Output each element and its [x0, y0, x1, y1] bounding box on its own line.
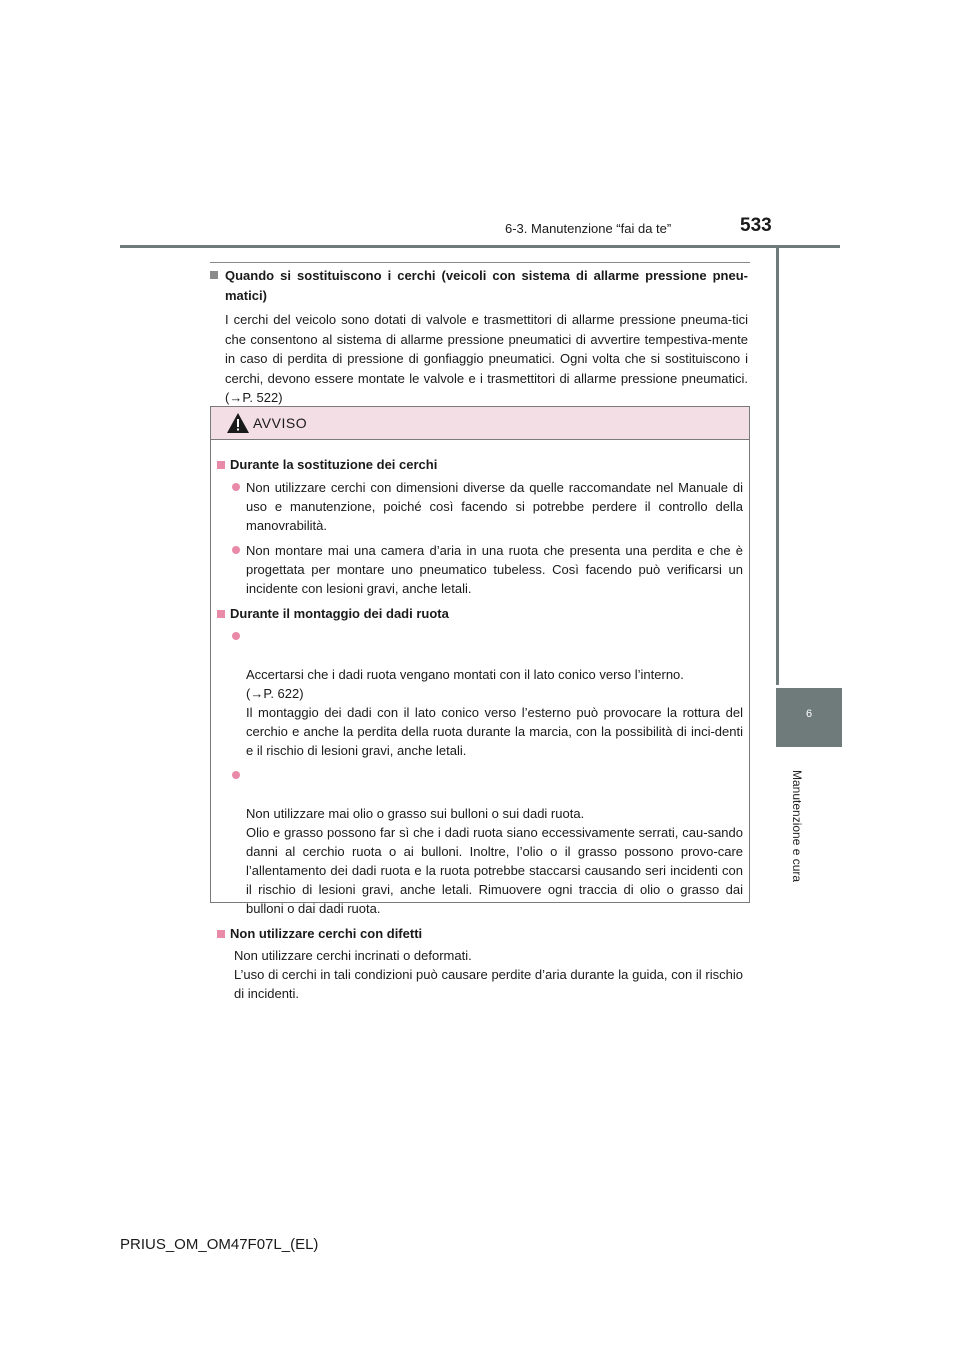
square-bullet-icon: [217, 930, 225, 938]
warning-list-item: Non utilizzare mai olio o grasso sui bulloni o sui dadi ruota. Olio e grasso possono far sì che i dadi ruota siano eccessivamente serrati, cau-sando danni al cerchio ruota o ai bulloni. Inoltre, l’olio o il grasso possono provo-care l’allentamento dei dadi ruota e la ruota potrebbe staccarsi causando seri incidenti con il rischio di lesioni gravi, anche letali. Rimuovere ogni traccia di olio o grasso dai bulloni o dai dadi ruota.: [216, 766, 743, 918]
section-title: 6-3. Manutenzione “fai da te”: [505, 221, 672, 236]
chapter-number: 6: [805, 708, 813, 720]
page-number: 533: [740, 215, 772, 236]
warning-list-item: Non utilizzare cerchi con dimensioni diverse da quelle raccomandate nel Manuale di uso e manutenzione, poiché così facendo si potrebbe perdere il controllo della manovrabilità.: [216, 478, 743, 535]
intro-heading: [210, 266, 748, 306]
chapter-title: Manutenzione e cura: [790, 770, 804, 883]
header-divider: [120, 245, 840, 248]
chapter-tab: [776, 688, 842, 747]
side-divider: [776, 245, 779, 685]
warning-triangle-icon: [226, 412, 250, 434]
warning-title: AVVISO: [253, 415, 308, 431]
content-divider: [210, 262, 750, 263]
warning-section-heading: Non utilizzare cerchi con difetti: [216, 924, 743, 943]
warning-list-item: Non montare mai una camera d’aria in una ruota che presenta una perdita e che è progettata per montare uno pneumatico tubeless. Così facendo può verificarsi un incidente con lesioni gravi, anche letali.: [216, 541, 743, 598]
warning-header: [211, 407, 749, 440]
intro-section: [210, 266, 748, 408]
square-bullet-icon: [210, 271, 218, 279]
warning-section-heading: Durante il montaggio dei dadi ruota: [216, 604, 743, 623]
circle-bullet-icon: [232, 632, 240, 640]
warning-content: [211, 440, 749, 1003]
warning-box: [210, 406, 750, 1001]
circle-bullet-icon: [232, 771, 240, 779]
circle-bullet-icon: [232, 483, 240, 491]
circle-bullet-icon: [232, 546, 240, 554]
warning-list-item: Accertarsi che i dadi ruota vengano montati con il lato conico verso l’interno. (→P. 622) Il montaggio dei dadi con il lato conico verso l’esterno può provocare la rottura del cerchio e anche la perdita della ruota durante la marcia, con la possibilità di inci-denti e il rischio di lesioni gravi, anche letali.: [216, 627, 743, 760]
warning-section-heading: Durante la sostituzione dei cerchi: [216, 455, 743, 474]
square-bullet-icon: [217, 610, 225, 618]
square-bullet-icon: [217, 461, 225, 469]
document-code: PRIUS_OM_OM47F07L_(EL): [120, 1236, 319, 1253]
intro-body: I cerchi del veicolo sono dotati di valvole e trasmettitori di allarme pressione pneuma-tici che consentono al sistema di allarme pressione pneumatici di avvertire tempestiva-mente in caso di perdita di pressione di gonfiaggio pneumatici. Ogni volta che si sostituiscono i cerchi, devono essere montate le valvole e i trasmettitori di allarme pressione pneumatici. (→P. 522): [225, 312, 748, 405]
intro-heading-text: Quando si sostituiscono i cerchi (veicoli con sistema di allarme pressione pneu-matici): [225, 268, 748, 303]
warning-paragraph: Non utilizzare cerchi incrinati o deformati. L’uso di cerchi in tali condizioni può causare perdite d’aria durante la guida, con il rischio di incidenti.: [234, 948, 743, 1001]
